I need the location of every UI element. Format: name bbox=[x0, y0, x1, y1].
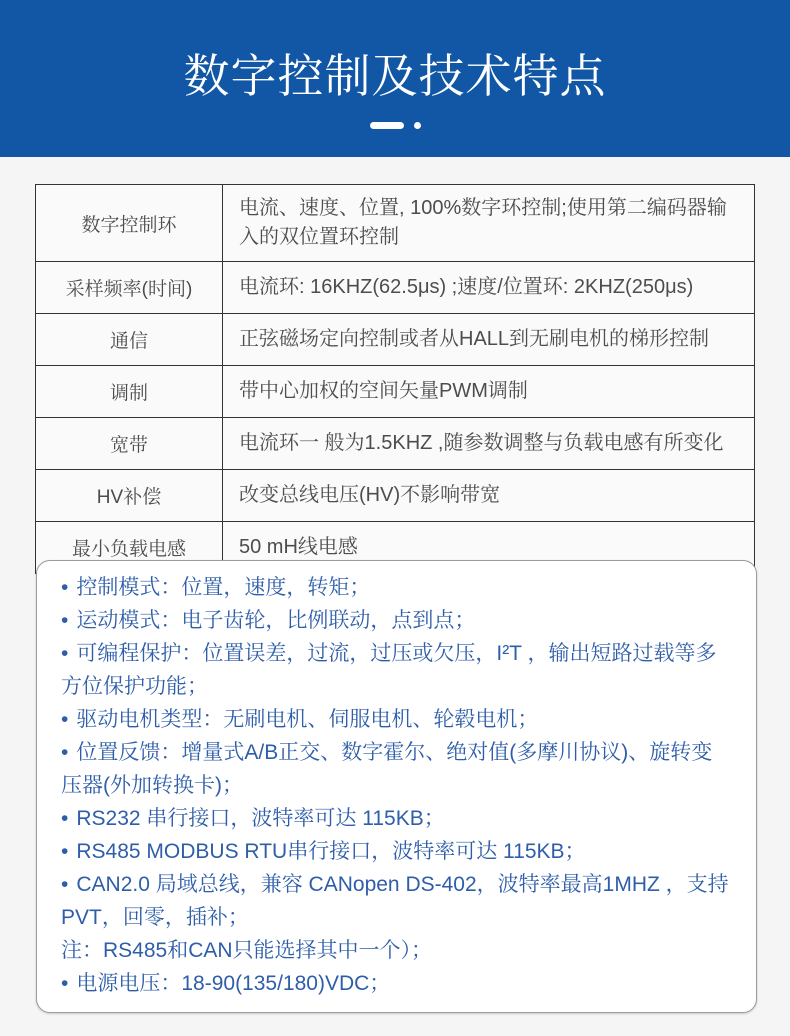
dash-icon bbox=[370, 122, 404, 129]
bullet-icon: • bbox=[61, 972, 69, 995]
table-row bbox=[36, 470, 755, 522]
bullet-icon: • bbox=[61, 708, 69, 731]
list-item bbox=[61, 571, 732, 604]
bullet-icon: • bbox=[61, 873, 69, 896]
feature-text: 电源电压：18-90(135/180)VDC； bbox=[76, 972, 391, 995]
bullet-icon: • bbox=[61, 741, 69, 764]
feature-text: 位置反馈：增量式A/B正交、数字霍尔、绝对值(多摩川协议)、旋转变压器(外加转换卡)； bbox=[61, 741, 713, 797]
feature-text: CAN2.0 局域总线，兼容 CANopen DS-402，波特率最高1MHZ ，支持PVT，回零，插补； bbox=[61, 873, 729, 929]
bullet-icon: • bbox=[61, 807, 69, 830]
spec-label: 最小负载电感 bbox=[36, 522, 223, 574]
dot-icon bbox=[414, 122, 421, 129]
spec-value: 电流、速度、位置, 100%数字环控制;使用第二编码器输入的双位置环控制 bbox=[223, 185, 755, 262]
feature-text: 驱动电机类型：无刷电机、伺服电机、轮毂电机； bbox=[76, 708, 539, 731]
table-row bbox=[36, 418, 755, 470]
feature-text: 注：RS485和CAN只能选择其中一个）； bbox=[61, 939, 433, 962]
list-item bbox=[61, 868, 732, 934]
spec-value: 50 mH线电感 bbox=[223, 522, 755, 574]
list-item bbox=[61, 736, 732, 802]
list-item bbox=[61, 604, 732, 637]
feature-text: 运动模式：电子齿轮，比例联动，点到点； bbox=[76, 609, 476, 632]
spec-value: 电流环: 16KHZ(62.5μs) ;速度/位置环: 2KHZ(250μs) bbox=[223, 262, 755, 314]
bullet-icon: • bbox=[61, 609, 69, 632]
spec-label: HV补偿 bbox=[36, 470, 223, 522]
table-row bbox=[36, 185, 755, 262]
page-title: 数字控制及技术特点 bbox=[183, 50, 607, 102]
bullet-icon: • bbox=[61, 840, 69, 863]
list-item bbox=[61, 967, 732, 1000]
spec-label: 数字控制环 bbox=[36, 185, 223, 262]
spec-value: 正弦磁场定向控制或者从HALL到无刷电机的梯形控制 bbox=[223, 314, 755, 366]
spec-table bbox=[35, 184, 755, 574]
spec-value: 改变总线电压(HV)不影响带宽 bbox=[223, 470, 755, 522]
feature-text: RS232 串行接口，波特率可达 115KB； bbox=[76, 807, 445, 830]
spec-label: 调制 bbox=[36, 366, 223, 418]
spec-value: 带中心加权的空间矢量PWM调制 bbox=[223, 366, 755, 418]
bullet-icon: • bbox=[61, 576, 69, 599]
table-row bbox=[36, 314, 755, 366]
header-banner bbox=[0, 0, 790, 157]
list-item bbox=[61, 934, 732, 967]
list-item bbox=[61, 637, 732, 703]
spec-label: 通信 bbox=[36, 314, 223, 366]
spec-label: 采样频率(时间) bbox=[36, 262, 223, 314]
spec-table-body bbox=[36, 185, 755, 574]
table-row bbox=[36, 262, 755, 314]
spec-label: 宽带 bbox=[36, 418, 223, 470]
feature-text: RS485 MODBUS RTU串行接口，波特率可达 115KB； bbox=[76, 840, 586, 863]
spec-value: 电流环一 般为1.5KHZ ,随参数调整与负载电感有所变化 bbox=[223, 418, 755, 470]
list-item bbox=[61, 802, 732, 835]
title-underline-decoration bbox=[0, 122, 790, 129]
list-item bbox=[61, 835, 732, 868]
features-panel bbox=[36, 560, 757, 1013]
bullet-icon: • bbox=[61, 642, 69, 665]
features-list bbox=[61, 571, 732, 1000]
table-row bbox=[36, 366, 755, 418]
feature-text: 控制模式：位置，速度，转矩； bbox=[76, 576, 371, 599]
list-item bbox=[61, 703, 732, 736]
feature-text: 可编程保护：位置误差，过流，过压或欠压，I²T ，输出短路过载等多方位保护功能； bbox=[61, 642, 717, 698]
